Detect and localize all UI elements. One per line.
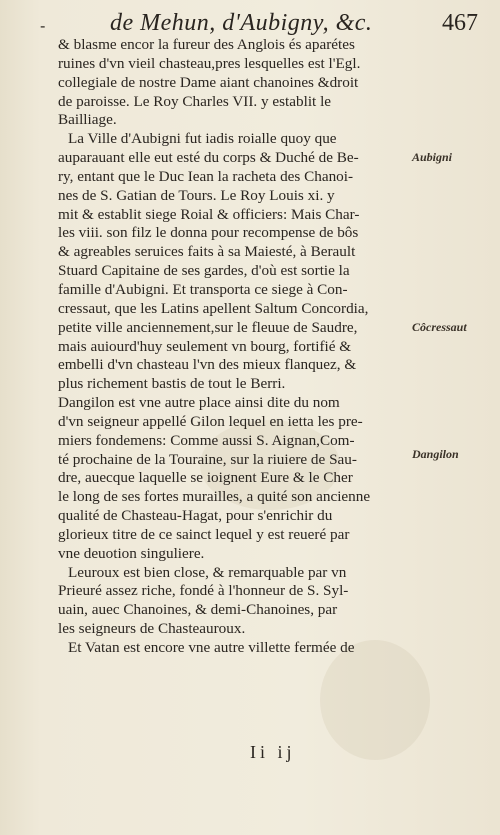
text-line: plus richement bastis de tout le Berri. [58,375,286,393]
text-line: & blasme encor la fureur des Anglois és aparétes [58,36,355,53]
text-line: collegiale de nostre Dame aiant chanoines &droit [58,73,359,91]
text-line: glorieux titre de ce sainct lequel y est reueré par [58,525,350,543]
text-line: Bailliage. [58,111,117,129]
text-line: ruines d'vn vieil chasteau,pres lesquelles est l'Egl. [58,54,361,72]
text-line: mais auiourd'huy seulement vn bourg, fortifié & [58,337,352,355]
text-line: Dangilon est vne autre place ainsi dite du nom [58,394,340,412]
margin-note-dangilon: Dangilon [412,447,459,461]
text-line: Prieuré assez riche, fondé à l'honneur de S. Syl- [58,582,349,600]
body-text [58,36,410,658]
margin-note-concressaut: Côcressaut [412,320,467,334]
text-line: té prochaine de la Touraine, sur la riuiere de Sau- [58,450,357,468]
text-line: La Ville d'Aubigni fut iadis roialle quoy que [68,130,337,148]
running-title: de Mehun, d'Aubigny, &c. [110,10,373,36]
signature-mark: Ii ij [250,742,296,762]
text-line: de paroisse. Le Roy Charles VII. y establit le [58,92,332,110]
paper-stain [320,640,430,760]
text-line: miers fondemens: Comme aussi S. Aignan,Com- [58,431,355,449]
text-line: Et Vatan est encore vne autre villette fermée de [68,639,355,656]
text-line: Leuroux est bien close, & remarquable par vn [68,563,347,581]
text-line: les seigneurs de Chasteauroux. [58,620,246,638]
text-line: dre, auecque laquelle se ioignent Eure & le Cher [58,469,353,487]
text-line: d'vn seigneur appellé Gilon lequel en ietta les pre- [58,412,363,430]
text-line: & agreables seruices faits à sa Maiesté, à Berault [58,243,356,261]
text-line: qualité de Chasteau-Hagat, pour s'enrichir du [58,507,333,525]
text-line: cressaut, que les Latins apellent Saltum Concordia, [58,299,369,317]
text-line: famille d'Aubigni. Et transporta ce siege à Con- [58,280,348,298]
text-line: uain, auec Chanoines, & demi-Chanoines, par [58,601,338,619]
text-line: vne deuotion singuliere. [58,544,205,562]
text-line: ry, entant que le Duc Iean la racheta des Chanoi- [58,167,354,185]
page-number: 467 [442,10,478,36]
text-line: le long de ses fortes murailles, a quité son ancienne [58,488,371,506]
text-line: mit & establit siege Roial & officiers: Mais Char- [58,205,360,223]
text-line: les viii. son filz le donna pour recompense de bôs [58,224,359,242]
header-dash: - [40,16,46,35]
running-header [30,6,490,38]
text-line: nes de S. Gatian de Tours. Le Roy Louis xi. y [58,186,335,204]
text-line: petite ville anciennement,sur le fleuue de Saudre, [58,318,358,336]
text-line: embelli d'vn chasteau l'vn des mieux flanquez, & [58,356,357,374]
text-line: auparauant elle eut esté du corps & Duché de Be- [58,149,359,167]
margin-note-aubigni: Aubigni [412,150,453,164]
text-line: Stuard Capitaine de ses gardes, d'où est sortie la [58,262,350,280]
